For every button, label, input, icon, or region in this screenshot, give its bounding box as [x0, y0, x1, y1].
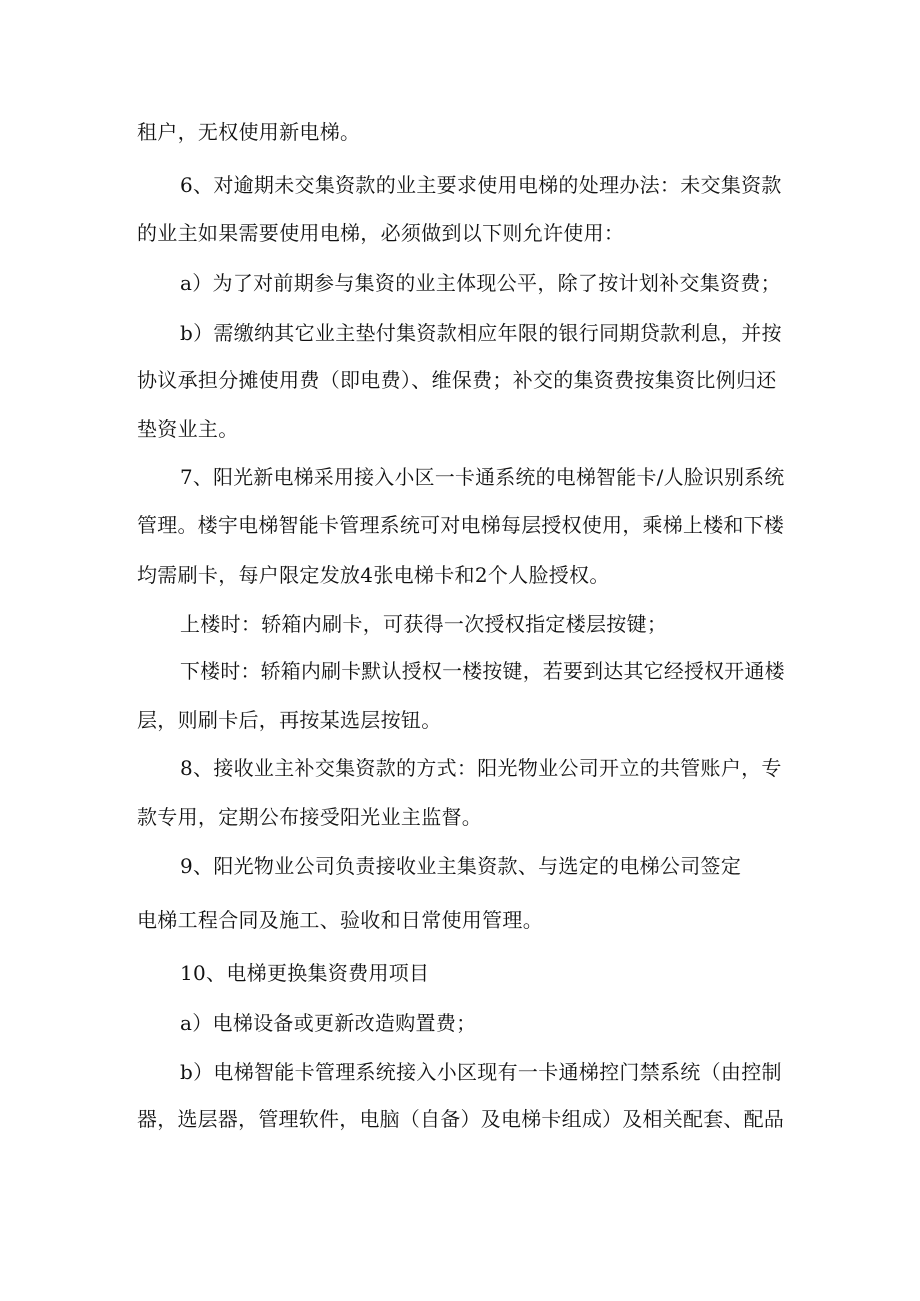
- text-line: 款专用，定期公布接受阳光业主监督。: [137, 805, 483, 829]
- text-line: 9、阳光物业公司负责接收业主集资款、与选定的电梯公司签定: [180, 854, 742, 878]
- text-line: a）电梯设备或更新改造购置费；: [180, 1011, 477, 1035]
- text-line: 管理。楼宇电梯智能卡管理系统可对电梯每层授权使用，乘梯上楼和下楼: [137, 514, 785, 537]
- text-line: 器，选层器，管理软件，电脑（自备）及电梯卡组成）及相关配套、配品: [137, 1108, 785, 1131]
- text-line: 均需刷卡，每户限定发放4张电梯卡和2个人脸授权。: [137, 563, 610, 587]
- text-line: 电梯工程合同及施工、验收和日常使用管理。: [137, 908, 543, 932]
- text-line: 层，则刷卡后，再按某选层按钮。: [137, 708, 442, 732]
- text-line: b）需缴纳其它业主垫付集资款相应年限的银行同期贷款利息，并按: [180, 321, 782, 345]
- text-line: a）为了对前期参与集资的业主体现公平，除了按计划补交集资费；: [180, 271, 781, 295]
- text-line: 7、阳光新电梯采用接入小区一卡通系统的电梯智能卡/人脸识别系统: [180, 466, 785, 489]
- text-line: 下楼时：轿箱内刷卡默认授权一楼按键，若要到达其它经授权开通楼: [180, 660, 785, 683]
- text-line: 垫资业主。: [137, 417, 239, 441]
- text-line: 8、接收业主补交集资款的方式：阳光物业公司开立的共管账户，专: [180, 756, 782, 780]
- text-line: 的业主如果需要使用电梯，必须做到以下则允许使用：: [137, 221, 625, 245]
- text-line: 10、电梯更换集资费用项目: [180, 961, 430, 985]
- text-line: 协议承担分摊使用费（即电费）、维保费；补交的集资费按集资比例归还: [137, 368, 777, 392]
- text-line: b）电梯智能卡管理系统接入小区现有一卡通梯控门禁系统（由控制: [180, 1060, 782, 1084]
- text-line: 上楼时：轿箱内刷卡，可获得一次授权指定楼层按键；: [180, 612, 668, 636]
- text-line: 6、对逾期未交集资款的业主要求使用电梯的处理办法：未交集资款: [180, 173, 782, 197]
- text-line: 租户，无权使用新电梯。: [137, 120, 361, 144]
